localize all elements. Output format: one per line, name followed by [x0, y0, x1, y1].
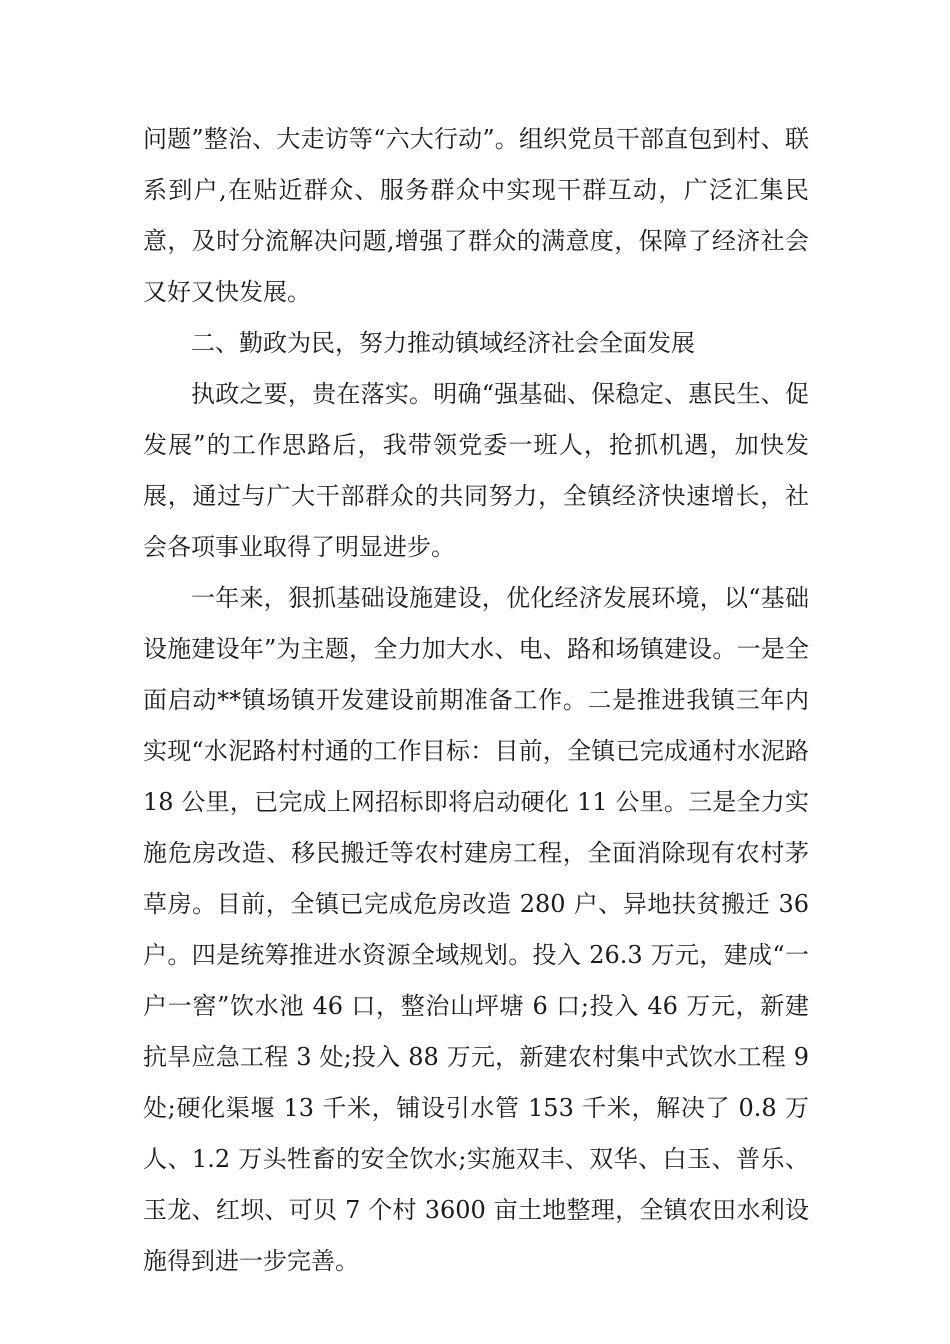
- paragraph: 一年来，狠抓基础设施建设，优化经济发展环境，以“基础设施建设年”为主题，全力加大水、电、路和场镇建设。一是全面启动**镇场镇开发建设前期准备工作。二是推进我镇三年内实现“水泥路村村通的工作目标：目前，全镇已完成通村水泥路 18 公里，已完成上网招标即将启动硬化 11 公里。三是全力实施危房改造、移民搬迁等农村建房工程，全面消除现有农村茅草房。目前，全镇已完成危房改造 280 户、异地扶贫搬迁 36 户。四是统筹推进水资源全域规划。投入 26.3 万元，建成“一户一窖”饮水池 46 口，整治山坪塘 6 口;投入 46 万元，新建抗旱应急工程 3 处;投入 88 万元，新建农村集中式饮水工程 9 处;硬化渠堰 13 千米，铺设引水管 153 千米，解决了 0.8 万人、1.2 万头牲畜的安全饮水;实施双丰、双华、白玉、普乐、玉龙、红坝、可贝 7 个村 3600 亩土地整理，全镇农田水利设施得到进一步完善。: [143, 584, 809, 1275]
- paragraph-continuation: 问题”整治、大走访等“六大行动”。组织党员干部直包到村、联系到户,在贴近群众、服务群众中实现干群互动，广泛汇集民意，及时分流解决问题,增强了群众的满意度，保障了经济社会又好又快发展。: [143, 125, 809, 306]
- section-heading: 二、勤政为民，努力推动镇域经济社会全面发展: [191, 329, 695, 357]
- document-body: [143, 114, 809, 1287]
- paragraph: 执政之要，贵在落实。明确“强基础、保稳定、惠民生、促发展”的工作思路后，我带领党委一班人，抢抓机遇，加快发展，通过与广大干部群众的共同努力，全镇经济快速增长，社会各项事业取得了明显进步。: [143, 380, 809, 561]
